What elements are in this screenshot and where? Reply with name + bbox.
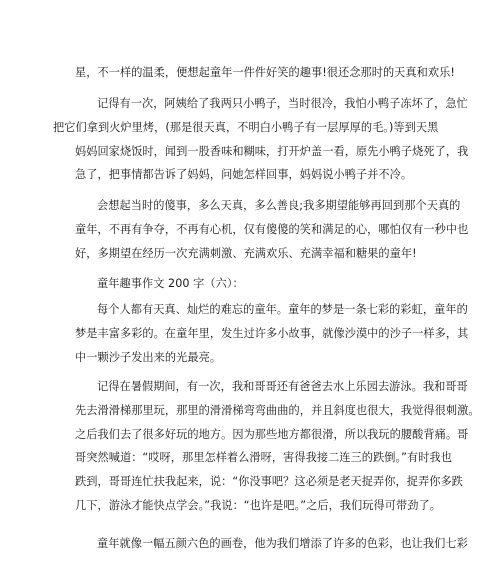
- text-line: 跌到，哥哥连忙扶我起来，说：“你没事吧？这必须是老天捉弄你，捉弄你多跌: [75, 475, 463, 489]
- text-line: 童年就像一幅五颜六色的画卷，他为我们增添了许多的色彩，也让我们七彩: [97, 537, 468, 550]
- text-line: 中一颗沙子发出来的光最亮。: [75, 350, 222, 364]
- text-line: 记得在暑假期间，有一次，我和哥哥还有爸爸去水上乐园去游泳。我和哥哥: [97, 380, 468, 393]
- text-line: 梦是丰富多彩的。在童年里，发生过许多小故事，就像沙漠中的沙子一样多，其: [75, 326, 469, 340]
- section-heading: [75, 272, 435, 296]
- text-line: 之后我们去了很多好玩的地方。因为那些地方都很滑，所以我玩的腰酸背痛。哥: [75, 427, 469, 441]
- text-line: 星，不一样的温柔，便想起童年一件件好笑的趣事!很还念那时的天真和欢乐!: [75, 66, 455, 79]
- heading-text: 童年趣事作文 200 字（六）：: [97, 277, 244, 290]
- text-line: 先去滑滑梯那里玩，那里的滑滑梯弯弯曲曲的，并且斜度也很大，我觉得很刺激。: [75, 403, 480, 417]
- paragraph: [75, 194, 469, 265]
- paragraph: [75, 375, 480, 518]
- paragraph: [53, 92, 469, 187]
- text-line: 急了，把事情都告诉了妈妈，问她怎样回事，妈妈说小鸭子并不冷。: [75, 168, 413, 182]
- text-line: 好，多期望在经历一次充满刺激、充满欢乐、充满幸福和糖果的童年!: [75, 246, 417, 260]
- text-line: 记得有一次，阿姨给了我两只小鸭子，当时很冷，我怕小鸭子冻坏了，急忙: [97, 97, 468, 110]
- text-line: 童年，不再有争夺，不再有心机，仅有傻傻的笑和满足的心，哪怕仅有一秒中也: [75, 222, 469, 236]
- text-line: 妈妈回家烧饭时，闻到一股香味和糊味，打开炉盖一看，原先小鸭子烧死了，我: [75, 144, 469, 158]
- text-line: 哥突然喊道：“哎呀，那里怎样着么滑呀，害得我接二连三的跌倒。”有时我也: [75, 451, 452, 465]
- paragraph: [75, 61, 455, 85]
- text-line: 每个人都有天真、灿烂的难忘的童年。童年的梦是一条七彩的彩虹，童年的: [97, 303, 468, 316]
- text-line: 几下，游泳才能快点学会。”我说：“也许是吧。”之后，我们玩得可带劲了。: [75, 498, 441, 512]
- paragraph: [75, 298, 469, 369]
- paragraph: [75, 532, 468, 556]
- text-line: 把它们拿到火炉里烤，(那是很天真，不明白小鸭子有一层厚厚的毛。)等到天黑: [53, 120, 439, 134]
- text-line: 会想起当时的傻事，多么天真，多么善良;我多期望能够再回到那个天真的: [97, 199, 461, 212]
